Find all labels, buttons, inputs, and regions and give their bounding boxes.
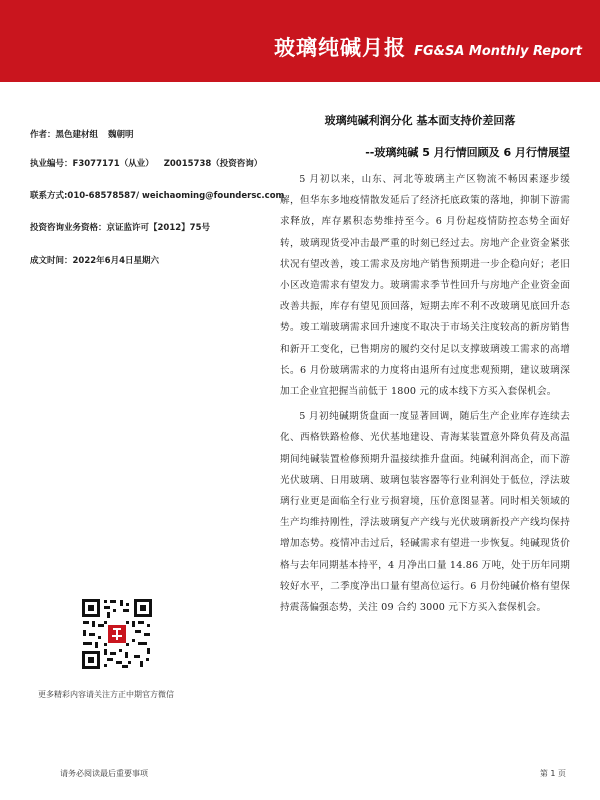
footer-notice: 请务必阅读最后重要事项 — [60, 769, 148, 778]
header-bar — [0, 0, 600, 82]
report-title — [274, 32, 582, 62]
author-line — [30, 128, 134, 140]
license-label: 执业编号： — [30, 159, 73, 169]
qr-code-icon — [80, 597, 154, 671]
article-subtitle: --玻璃纯碱 5 月行情回顾及 6 月行情展望 — [365, 146, 570, 159]
report-title-en: FG&SA Monthly Report — [414, 44, 582, 59]
date-line: 成文时间：2022年6月4日星期六 — [30, 256, 159, 266]
license-1: F3077171（从业） — [72, 159, 154, 169]
wechat-qr-code — [80, 597, 154, 671]
license-line — [30, 157, 262, 169]
article-body — [280, 112, 570, 618]
page-number: 第 1 页 — [539, 769, 566, 778]
paragraph-glass: 5 月初以来，山东、河北等玻璃主产区物流不畅因素逐步缓解，但华东多地疫情散发延后了经济托底政策的落地，抑制下游需求释放，库存累积态势维持至今。6 月份起疫情防控态势全面好转，玻璃现货受冲击最严重的时刻已经过去。房地产企业资金紧张状况有望改善，竣工需求及房地产销售预期进一步企稳向好；老旧小区改造需求有望发力。玻璃需求季节性回升与房地产企业资金面改善共振，库存有望见顶回落，短期去库不利不改玻璃见底回升态势。竣工端玻璃需求回升速度不取决于市场关注度较高的新房销售和新开工变化，已售期房的履约交付足以支撑玻璃竣工需求的高增长。6 月份玻璃需求的力度将由退所有过度悲观预期，建议玻璃深加工企业宜把握当前低于 1800 元的成本线下方买入套保机会。 — [280, 174, 570, 398]
report-title-cn: 玻璃纯碱月报 — [274, 36, 407, 60]
contact-line: 联系方式:010-68578587/ weichaoming@foundersc.com — [30, 191, 285, 201]
qr-caption: 更多精彩内容请关注方正中期官方微信 — [38, 690, 174, 699]
author-group: 黑色建材组 — [55, 130, 99, 140]
article-title: 玻璃纯碱利润分化 基本面支持价差回落 — [324, 114, 516, 127]
paragraph-soda-ash: 5 月初纯碱期货盘面一度显著回调，随后生产企业库存连续去化、西格铁路检修、光伏基地建设、青海某装置意外降负荷及高温期间纯碱装置检修预期升温接续推升盘面。纯碱利润高企，而下游光伏玻璃、日用玻璃、玻璃包装容器等行业利润处于低位，浮法玻璃行业更是面临全行业亏损窘境，压价意图显著。同时相关领域的生产均维持刚性，浮法玻璃复产产线与光伏玻璃新投产产线均保持增加态势。疫情冲击过后，轻碱需求有望进一步恢复。纯碱现货价格与去年同期基本持平，4 月净出口量 14.86 万吨，处于历年同期较好水平，二季度净出口量有望高位运行。6 月份纯碱价格有望保持震荡偏强态势，关注 09 合约 3000 元下方买入套保机会。 — [280, 411, 570, 614]
license-2: Z0015738（投资咨询） — [163, 159, 263, 169]
author-name: 魏朝明 — [108, 130, 134, 140]
author-label: 作者： — [30, 130, 56, 140]
qualification-line: 投资咨询业务资格：京证监许可【2012】75号 — [30, 223, 210, 233]
